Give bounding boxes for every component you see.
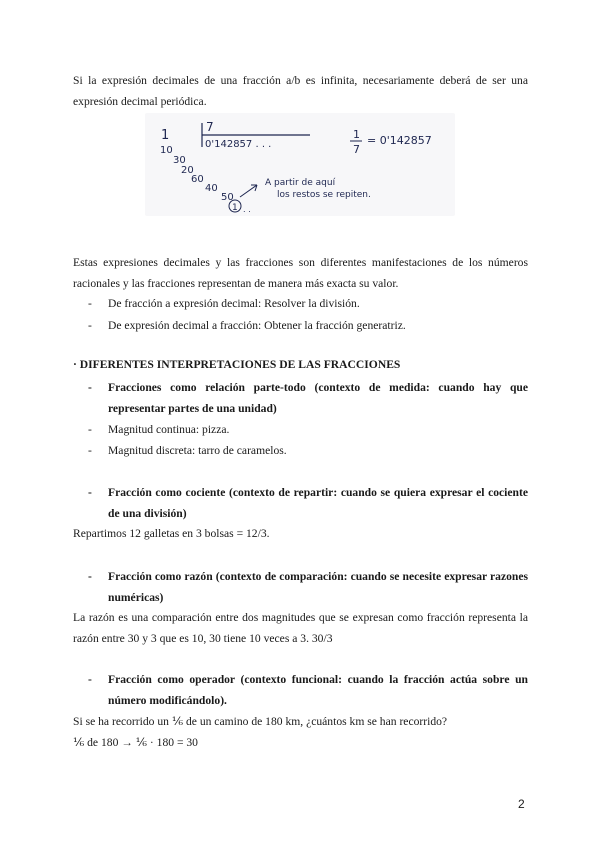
arrow-icon	[240, 185, 257, 197]
remainder-7: 1	[232, 203, 238, 213]
quotient-example: Repartimos 12 galletas en 3 bolsas = 12/3.	[73, 527, 270, 540]
section-heading: · DIFERENTES INTERPRETACIONES DE LAS FRACCIONES	[73, 358, 401, 371]
long-division-sketch	[145, 113, 455, 216]
fraction-numerator: 1	[353, 128, 360, 141]
list-item: - De fracción a expresión decimal: Resolver la división.	[88, 297, 360, 310]
operator-calculation: ⅙ de 180 → ⅙ · 180 = 30	[73, 736, 198, 749]
section-title-operator: - Fracción como operador (contexto funcional: cuando la fracción actúa sobre un número modificándolo).	[88, 673, 528, 707]
intro-paragraph: Si la expresión decimales de una fracción a/b es infinita, necesariamente deberá de ser una expresión decimal periódica.	[73, 74, 528, 108]
quotient: 0'142857 . . .	[205, 139, 272, 150]
section-title-quotient: - Fracción como cociente (contexto de repartir: cuando se quiera expresar el cociente de una división)	[88, 486, 528, 520]
note-line-2: los restos se repiten.	[277, 190, 371, 200]
list-item: - Magnitud discreta: tarro de caramelos.	[88, 444, 287, 457]
list-item: - Magnitud continua: pizza.	[88, 423, 230, 436]
section-title-part-whole: - Fracciones como relación parte-todo (contexto de medida: cuando hay que representar partes de una unidad)	[88, 381, 528, 415]
ellipsis-dots: . .	[243, 205, 251, 214]
remainder-4: 60	[191, 174, 204, 185]
handwritten-division-figure	[145, 113, 455, 216]
remainder-6: 50	[221, 192, 234, 203]
divisor: 7	[206, 120, 214, 134]
paragraph-decimal-expressions: Estas expresiones decimales y las fracciones son diferentes manifestaciones de los números racionales y las fracciones representan de manera más exacta su valor.	[73, 256, 528, 290]
section-title-ratio: - Fracción como razón (contexto de comparación: cuando se necesite expresar razones numéricas)	[88, 570, 528, 604]
fraction-result: = 0'142857	[367, 134, 432, 147]
remainder-1: 10	[160, 145, 173, 156]
page-number: 2	[518, 797, 525, 811]
fraction-denominator: 7	[353, 143, 360, 156]
remainder-5: 40	[205, 183, 218, 194]
dividend: 1	[161, 128, 170, 143]
list-item: - De expresión decimal a fracción: Obtener la fracción generatriz.	[88, 319, 406, 332]
remainder-2: 30	[173, 155, 186, 166]
operator-question: Si se ha recorrido un ⅙ de un camino de 180 km, ¿cuántos km se han recorrido?	[73, 715, 448, 728]
ratio-example: La razón es una comparación entre dos magnitudes que se expresan como fracción representa la razón entre 30 y 3 que es 10, 30 tiene 10 veces a 3. 30/3	[73, 611, 528, 645]
remainder-3: 20	[181, 165, 194, 176]
note-line-1: A partir de aquí	[265, 178, 336, 188]
